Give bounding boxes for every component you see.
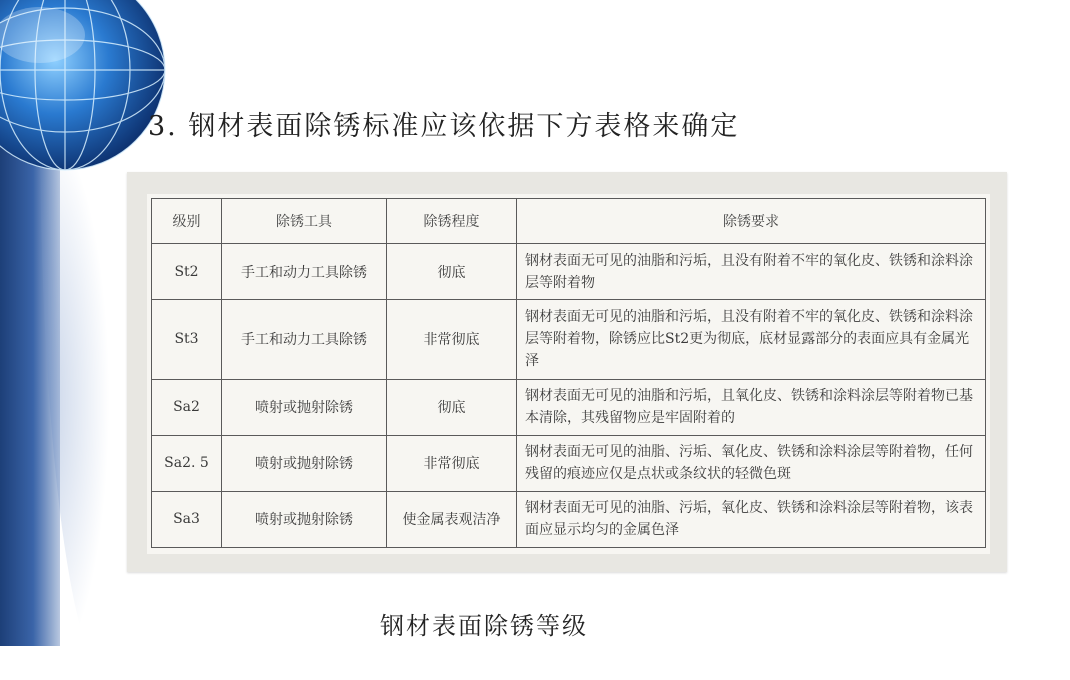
table-paper xyxy=(147,194,990,554)
cell-grade: Sa3 xyxy=(152,491,222,547)
header-tool: 除锈工具 xyxy=(222,199,387,244)
slide-title: 3. 钢材表面除锈标准应该依据下方表格来确定 xyxy=(148,111,740,142)
cell-degree: 非常彻底 xyxy=(387,435,517,491)
table-row xyxy=(152,491,986,547)
table-header-row xyxy=(152,199,986,244)
cell-tool: 手工和动力工具除锈 xyxy=(222,244,387,300)
rust-removal-grade-table xyxy=(151,198,986,548)
table-image-frame xyxy=(127,172,1007,572)
cell-requirement: 钢材表面无可见的油脂和污垢，且氧化皮、铁锈和涂料涂层等附着物已基本清除，其残留物应是牢固附着的 xyxy=(517,379,986,435)
cell-grade: Sa2 xyxy=(152,379,222,435)
cell-tool: 手工和动力工具除锈 xyxy=(222,300,387,379)
header-requirement: 除锈要求 xyxy=(517,199,986,244)
table-row xyxy=(152,244,986,300)
cell-requirement: 钢材表面无可见的油脂、污垢，氧化皮、铁锈和涂料涂层等附着物，该表面应显示均匀的金属色泽 xyxy=(517,491,986,547)
cell-degree: 彻底 xyxy=(387,244,517,300)
cell-tool: 喷射或抛射除锈 xyxy=(222,491,387,547)
header-degree: 除锈程度 xyxy=(387,199,517,244)
cell-degree: 非常彻底 xyxy=(387,300,517,379)
cell-tool: 喷射或抛射除锈 xyxy=(222,379,387,435)
cell-grade: St2 xyxy=(152,244,222,300)
cell-grade: Sa2. 5 xyxy=(152,435,222,491)
cell-requirement: 钢材表面无可见的油脂和污垢，且没有附着不牢的氧化皮、铁锈和涂料涂层等附着物，除锈应比St2更为彻底，底材显露部分的表面应具有金属光泽 xyxy=(517,300,986,379)
cell-requirement: 钢材表面无可见的油脂和污垢，且没有附着不牢的氧化皮、铁锈和涂料涂层等附着物 xyxy=(517,244,986,300)
cell-requirement: 钢材表面无可见的油脂、污垢、氧化皮、铁锈和涂料涂层等附着物，任何残留的痕迹应仅是点状或条纹状的轻微色斑 xyxy=(517,435,986,491)
cell-grade: St3 xyxy=(152,300,222,379)
table-row xyxy=(152,300,986,379)
table-row xyxy=(152,379,986,435)
cell-degree: 彻底 xyxy=(387,379,517,435)
globe-icon xyxy=(0,0,170,175)
table-caption: 钢材表面除锈等级 xyxy=(380,612,588,640)
table-row xyxy=(152,435,986,491)
cell-degree: 使金属表观洁净 xyxy=(387,491,517,547)
header-grade: 级别 xyxy=(152,199,222,244)
cell-tool: 喷射或抛射除锈 xyxy=(222,435,387,491)
